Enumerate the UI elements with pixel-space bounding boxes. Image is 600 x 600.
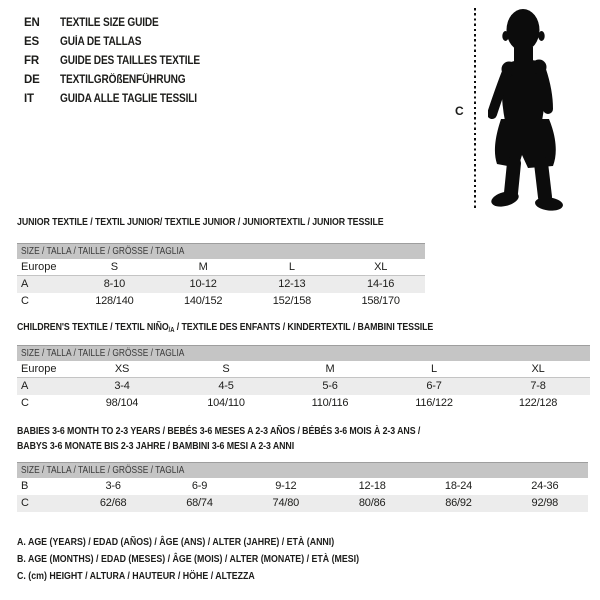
table-title-text	[17, 320, 433, 338]
table-cell: 86/92	[445, 497, 472, 509]
table-title-line	[17, 439, 420, 454]
table-title-text	[17, 424, 420, 454]
table-title	[17, 424, 588, 462]
language-code: IT	[24, 92, 34, 105]
table-cell: 18-24	[444, 480, 473, 492]
legend-text: A. AGE (YEARS) / EDAD (AÑOS) / ÂGE (ANS) / ALTER (JAHRE) / ETÀ (ANNI)	[17, 536, 335, 548]
table-cell: 116/122	[415, 397, 453, 409]
row-label: C	[21, 295, 29, 307]
legend-line	[17, 568, 424, 585]
table-cell: 7-8	[530, 380, 546, 392]
table-cell: 104/110	[207, 397, 245, 409]
height-dotted-line-icon	[474, 8, 476, 208]
table-cell: 74/80	[272, 497, 300, 509]
table-row	[17, 378, 590, 395]
row-label: C	[21, 397, 29, 409]
table-cell: 92/98	[531, 497, 559, 509]
language-label: GUÍA DE TALLAS	[60, 35, 142, 48]
language-label: TEXTILE SIZE GUIDE	[60, 16, 159, 29]
table-cell: 128/140	[95, 295, 134, 307]
table-cell: 9-12	[275, 480, 297, 492]
size-header-bar	[17, 243, 425, 259]
language-code: DE	[24, 73, 40, 86]
table-title-line	[17, 215, 384, 230]
table-row	[17, 259, 425, 276]
title-segment: / TEXTILE DES ENFANTS / KINDERTEXTIL / BAMBINI TESSILE	[174, 321, 434, 333]
table-cell: 12-13	[278, 278, 306, 290]
table-cell: 140/152	[183, 295, 223, 307]
table-cell: 8-10	[103, 278, 125, 290]
language-code: EN	[24, 16, 40, 29]
table-cell: 5-6	[322, 380, 338, 392]
size-header-text: SIZE / TALLA / TAILLE / GRÖSSE / TAGLIA	[21, 245, 185, 257]
table-title	[17, 215, 425, 243]
table-cell: 110/116	[311, 397, 349, 409]
title-segment: /A	[168, 327, 175, 334]
table-cell: 158/170	[361, 295, 400, 307]
language-row	[24, 89, 219, 108]
measurement-legend	[17, 534, 424, 585]
table-title-line	[17, 424, 420, 439]
table-cell: S	[222, 363, 230, 375]
table-row	[17, 395, 590, 412]
table-cell: M	[325, 363, 335, 375]
table-cell: 6-9	[191, 480, 208, 492]
children-textile-table	[17, 320, 590, 412]
size-header-bar	[17, 462, 588, 478]
table-cell: 3-6	[105, 480, 121, 492]
table-cell: 12-18	[358, 480, 386, 492]
language-code: FR	[24, 54, 39, 67]
title-segment: BABYS 3-6 MONATE BIS 2-3 JAHRE / BAMBINI 3-6 MESI A 2-3 ANNI	[17, 440, 295, 452]
babies-textile-table	[17, 424, 588, 512]
table-row	[17, 293, 425, 310]
table-cell: 4-5	[218, 380, 234, 392]
baby-head	[502, 9, 544, 63]
title-segment: JUNIOR TEXTILE / TEXTIL JUNIOR/ TEXTILE JUNIOR / JUNIORTEXTIL / JUNIOR TESSILE	[17, 216, 384, 228]
table-cell: 6-7	[426, 380, 442, 392]
table-title-line	[17, 320, 433, 338]
table-cell: XL	[531, 363, 545, 375]
row-label: A	[21, 278, 29, 290]
table-row	[17, 276, 425, 293]
language-row	[24, 13, 219, 32]
table-cell: L	[431, 363, 437, 375]
table-cell: XL	[374, 261, 388, 273]
table-cell: 10-12	[189, 278, 217, 290]
table-title	[17, 320, 590, 345]
language-label: TEXTILGRÖßENFÜHRUNG	[60, 73, 186, 86]
size-header-text: SIZE / TALLA / TAILLE / GRÖSSE / TAGLIA	[21, 347, 185, 359]
table-cell: 122/128	[518, 397, 558, 409]
junior-textile-table	[17, 215, 425, 310]
table-cell: XS	[114, 363, 130, 375]
table-cell: L	[288, 261, 295, 273]
title-segment: BABIES 3-6 MONTH TO 2-3 YEARS / BEBÉS 3-6 MESES A 2-3 AÑOS / BÉBÉS 3-6 MOIS À 2-3 ANS /	[17, 425, 421, 437]
language-label: GUIDA ALLE TAGLIE TESSILI	[60, 92, 197, 105]
language-list	[24, 13, 219, 108]
size-header-text: SIZE / TALLA / TAILLE / GRÖSSE / TAGLIA	[21, 464, 185, 476]
table-cell: 3-4	[114, 380, 130, 392]
language-row	[24, 51, 219, 70]
table-row	[17, 495, 588, 512]
baby-silhouette-icon	[488, 5, 588, 211]
row-label: Europe	[21, 363, 57, 375]
table-cell: 14-16	[367, 278, 395, 290]
table-row	[17, 361, 590, 378]
height-measure-label: C	[455, 104, 464, 118]
row-label: A	[21, 380, 29, 392]
row-label: B	[21, 480, 29, 492]
language-row	[24, 70, 219, 89]
baby-body	[490, 59, 564, 211]
legend-text: B. AGE (MONTHS) / EDAD (MESES) / ÂGE (MOIS) / ALTER (MONATE) / ETÀ (MESI)	[17, 553, 360, 565]
table-cell: 68/74	[186, 497, 213, 509]
table-cell: 62/68	[99, 497, 127, 509]
row-label: C	[21, 497, 29, 509]
row-label: Europe	[21, 261, 57, 273]
legend-line	[17, 551, 424, 568]
title-segment: CHILDREN'S TEXTILE / TEXTIL NIÑO	[17, 321, 169, 333]
language-row	[24, 32, 219, 51]
legend-line	[17, 534, 424, 551]
table-cell: M	[198, 261, 208, 273]
table-cell: 80/86	[358, 497, 386, 509]
language-label: GUIDE DES TAILLES TEXTILE	[60, 54, 200, 67]
table-cell: 152/158	[272, 295, 312, 307]
table-cell: 98/104	[105, 397, 139, 409]
table-cell: S	[110, 261, 118, 273]
table-cell: 24-36	[531, 480, 559, 492]
table-row	[17, 478, 588, 495]
table-title-text	[17, 215, 384, 230]
language-code: ES	[24, 35, 39, 48]
size-header-bar	[17, 345, 590, 361]
legend-text: C. (cm) HEIGHT / ALTURA / HAUTEUR / HÖHE / ALTEZZA	[17, 570, 255, 582]
